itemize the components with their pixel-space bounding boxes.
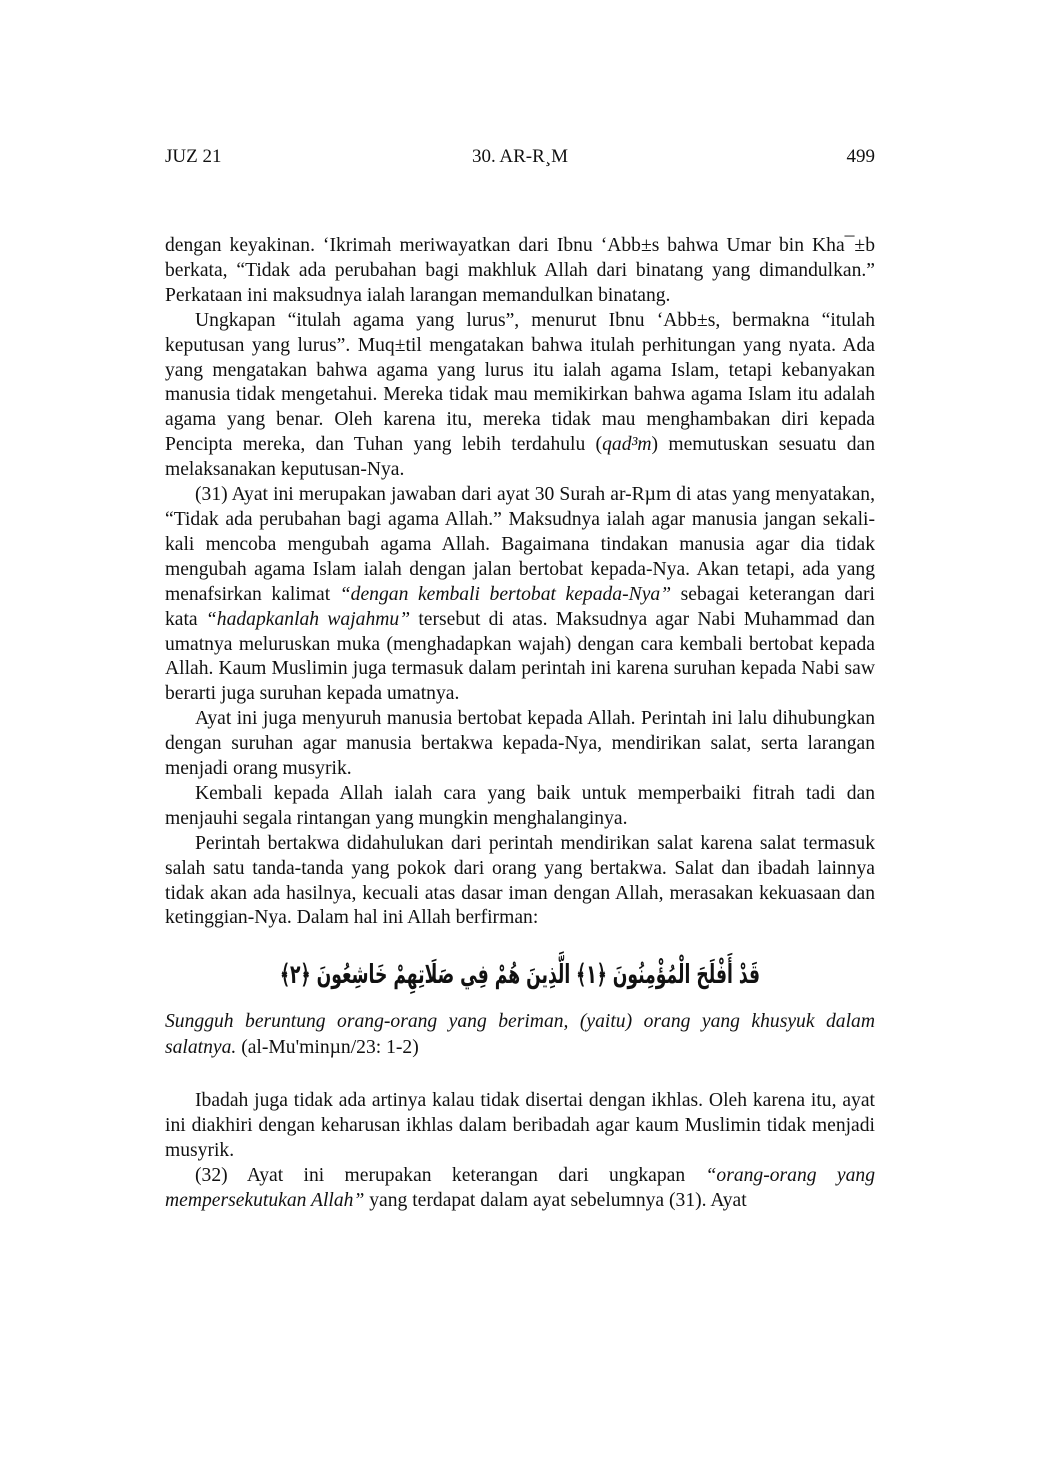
paragraph-2-text-a: Ungkapan “itulah agama yang lurus”, menurut Ibnu ‘Abb±s, bermakna “itulah keputusan yang lurus”. Muq±til mengatakan bahwa itulah perhitungan yang nyata. Ada yang mengatakan bahwa agama yang lurus itu ialah agama Islam, tetapi kebanyakan manusia tidak mengetahui. Mereka tidak mau memikirkan bahwa agama Islam itu adalah agama yang benar. Oleh karena itu, mereka tidak mau menghambakan diri kepada Pencipta mereka, dan Tuhan yang lebih terdahulu ( <box>165 309 875 456</box>
paragraph-8 <box>165 1164 875 1214</box>
paragraph-1: dengan keyakinan. ‘Ikrimah meriwayatkan dari Ibnu ‘Abb±s bahwa Umar bin Kha¯±b berkata, “Tidak ada perubahan bagi makhluk Allah dari binatang yang dimandulkan.” Perkataan ini maksudnya ialah larangan memandulkan binatang. <box>165 235 875 306</box>
paragraph-3-text-a: (31) Ayat ini merupakan jawaban dari ayat 30 Surah ar-Rµm di atas yang menyatakan, “Tidak ada perubahan bagi agama Allah.” Maksudnya ialah agar manusia jangan sekali-kali mencoba mengubah agama Allah. Bagaimana tindakan manusia agar dia tidak mengubah agama Islam ialah dengan jalan bertobat kepada-Nya. Akan tetapi, ada yang menafsirkan kalimat <box>165 484 875 605</box>
paragraph-3-text-c: tersebut di atas. Maksudnya agar Nabi Muhammad dan umatnya meluruskan muka (menghadapkan wajah) dengan cara kembali bertobat kepada Allah. Kaum Muslimin juga termasuk dalam perintah ini karena suruhan kepada Nabi saw berarti juga suruhan kepada umatnya. <box>165 608 875 705</box>
translation-reference: (al-Mu'minµn/23: 1-2) <box>236 1037 419 1059</box>
paragraph-3-italic-1: “dengan kembali bertobat kepada-Nya” <box>339 583 672 605</box>
paragraph-2 <box>165 309 875 483</box>
paragraph-2-italic: qad³m <box>602 434 652 456</box>
surah-title: 30. AR-R¸M <box>471 146 569 167</box>
paragraph-8-text-a: (32) Ayat ini merupakan keterangan dari ungkapan <box>195 1165 706 1187</box>
paragraph-3-text-b: sebagai keterangan dari kata <box>165 583 875 630</box>
paragraph-4: Ayat ini juga menyuruh manusia bertobat kepada Allah. Perintah ini lalu dihubungkan dengan suruhan agar manusia bertakwa kepada-Nya, mendirikan salat, serta larangan menjadi orang musyrik. <box>165 708 875 780</box>
paragraph-5: Kembali kepada Allah ialah cara yang baik untuk memperbaiki fitrah tadi dan menjauhi segala rintangan yang mungkin menghalanginya. <box>165 782 875 829</box>
page-body <box>165 234 875 1214</box>
page-number: 499 <box>846 146 875 167</box>
paragraph-6: Perintah bertakwa didahulukan dari perintah mendirikan salat karena salat termasuk salah satu tanda-tanda yang pokok dari orang yang bertakwa. Salat dan ibadah lainnya tidak akan ada hasilnya, kecuali atas dasar iman dengan Allah, merasakan kekuasaan dan ketinggian-Nya. Dalam hal ini Allah berfirman: <box>165 832 875 929</box>
juz-label: JUZ 21 <box>165 146 222 167</box>
paragraph-8-italic: “orang-orang yang mempersekutukan Allah” <box>165 1165 875 1211</box>
arabic-verse-text: قَدْ أَفْلَحَ الْمُؤْمِنُونَ ﴿١﴾ الَّذِينَ هُمْ فِي صَلَاتِهِمْ خَاشِعُونَ ﴿٢﴾ <box>280 960 845 991</box>
paragraph-2-text-b: ) memutuskan sesuatu dan melaksanakan keputusan-Nya. <box>165 434 875 481</box>
page-header <box>165 146 875 176</box>
paragraph-8-text-b: yang terdapat dalam ayat sebelumnya (31). Ayat <box>364 1190 747 1211</box>
paragraph-3 <box>165 483 875 707</box>
paragraph-3-italic-2: “hadapkanlah wajahmu” <box>205 608 411 630</box>
arabic-calligraphy <box>270 941 845 1005</box>
verse-translation <box>165 1009 875 1061</box>
paragraph-7: Ibadah juga tidak ada artinya kalau tidak disertai dengan ikhlas. Oleh karena itu, ayat ini diakhiri dengan keharusan ikhlas dalam beribadah agar kaum Muslimin tidak menjadi musyrik. <box>165 1090 875 1162</box>
quran-verse-arabic <box>165 941 875 1005</box>
translation-italic: Sungguh beruntung orang-orang yang beriman, (yaitu) orang yang khusyuk dalam salatnya. <box>165 1011 875 1059</box>
